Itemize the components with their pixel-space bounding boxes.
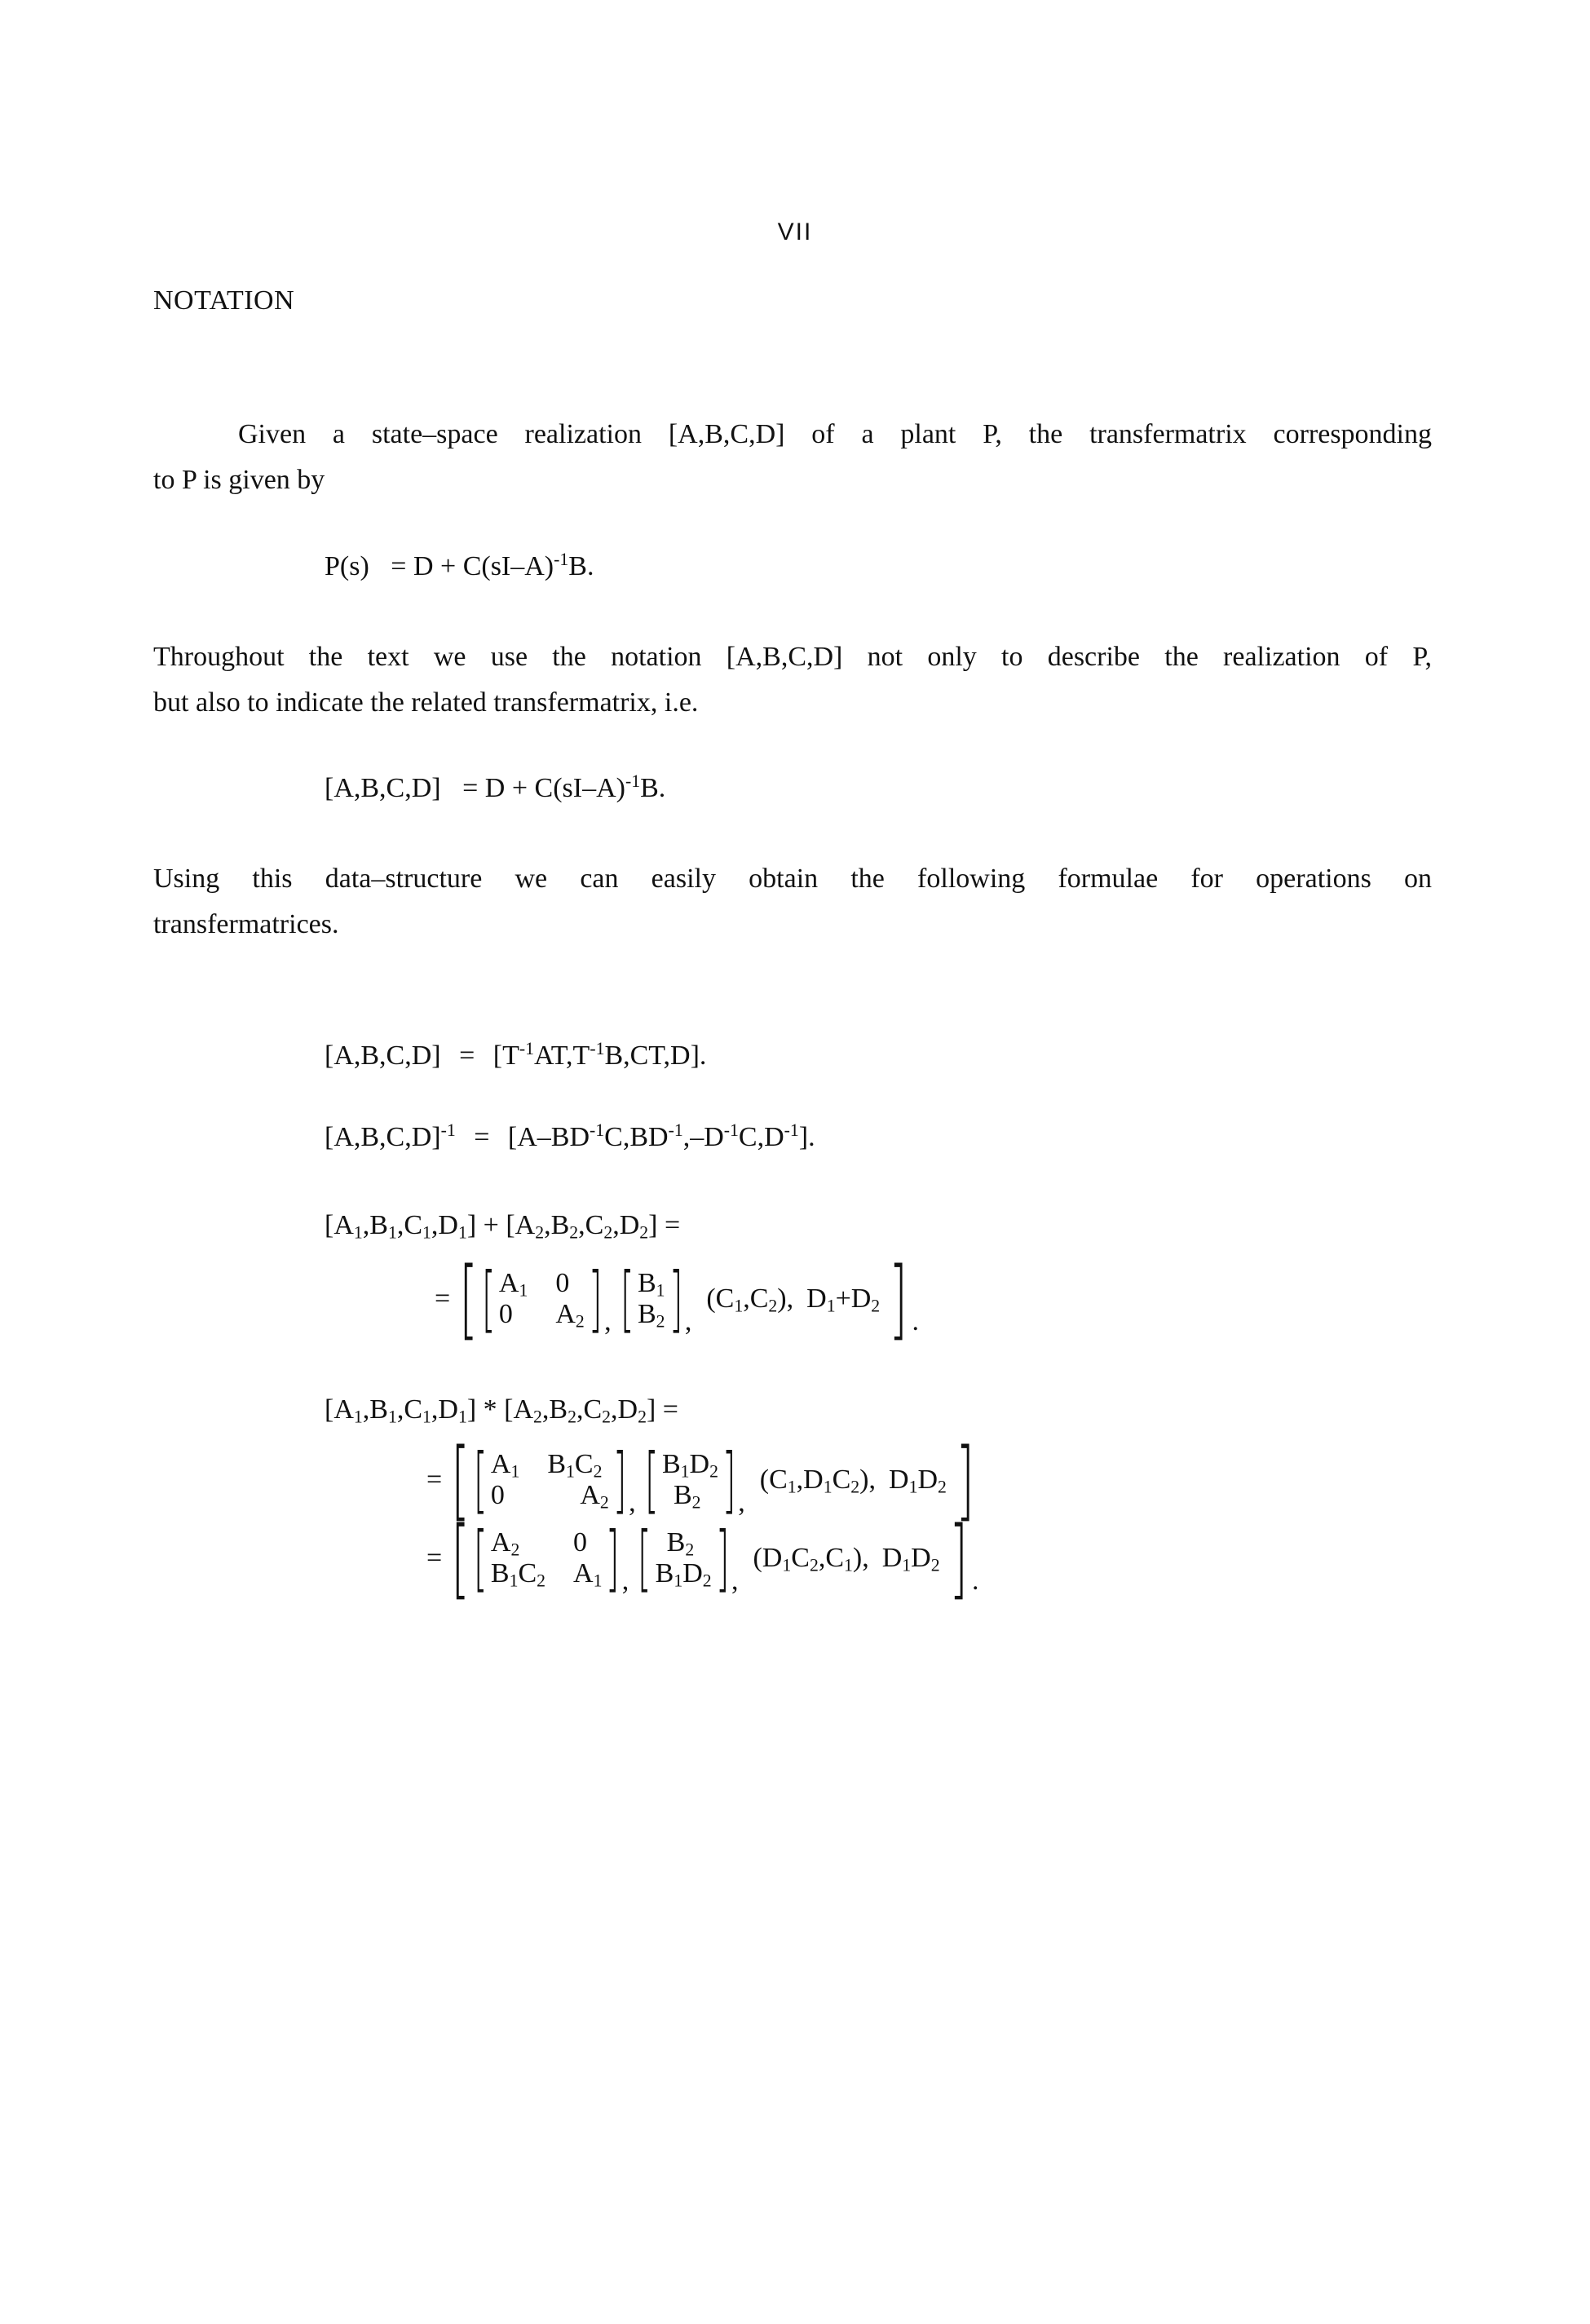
matrix-entry: 0: [490, 1480, 505, 1510]
output-matrix: $(C_1,C_2)$,: [706, 1284, 794, 1316]
formula-part: [T: [492, 1040, 519, 1071]
formula-part: AT,T: [534, 1040, 590, 1071]
formula-sum-lhs: $[A_1,B_1,C_1,D_1] + [A_2,B_2,C_2,D_2]$ =: [325, 1210, 681, 1243]
formula-equals: =: [426, 1543, 443, 1573]
comma: ,: [629, 1487, 636, 1518]
input-matrix: [652, 1527, 715, 1591]
right-bracket-icon: ]: [715, 1516, 730, 1600]
feedthrough-matrix: $D_1D_2$: [881, 1543, 940, 1575]
formula-part: C,D: [738, 1122, 784, 1152]
formula-exponent: -1: [440, 1120, 456, 1141]
equation-tail: B.: [568, 551, 594, 581]
formula-exponent: -1: [723, 1120, 739, 1141]
paragraph-1: [153, 412, 1432, 503]
equation-rhs: = D + C(sI–A): [462, 773, 625, 803]
right-bracket-icon: ]: [722, 1438, 736, 1522]
matrix-entry: $B_1D_2$: [661, 1449, 718, 1482]
formula-equals: =: [426, 1465, 443, 1495]
section-heading: NOTATION: [153, 285, 295, 316]
formula-part: [A–BD: [507, 1122, 590, 1152]
matrix-entry: $A_1$: [573, 1558, 603, 1591]
matrix-entry: $B_1D_2$: [655, 1558, 712, 1591]
left-bracket-icon: [: [451, 1508, 470, 1608]
input-matrix: [634, 1268, 669, 1332]
matrix-entry: $A_2$: [490, 1527, 520, 1560]
equation-rhs: = D + C(sI–A): [391, 551, 554, 581]
output-matrix: $(C_1,D_1C_2)$,: [759, 1465, 876, 1497]
right-bracket-icon: ]: [612, 1438, 627, 1522]
comma: ,: [621, 1566, 629, 1596]
comma: ,: [731, 1566, 739, 1596]
comma: ,: [604, 1306, 612, 1337]
formula-lhs: [A,B,C,D]: [325, 1122, 441, 1152]
matrix-entry: $B_2$: [673, 1480, 701, 1513]
period: .: [971, 1566, 979, 1596]
equation-lhs: P(s): [325, 551, 369, 581]
left-bracket-icon: [: [451, 1429, 470, 1530]
equation-lhs: [A,B,C,D]: [325, 773, 441, 803]
matrix-entry: $B_1C_2$: [490, 1558, 546, 1591]
left-bracket-icon: [: [637, 1516, 652, 1600]
equation-exponent: -1: [625, 771, 641, 792]
feedthrough-matrix: $D_1+D_2$: [806, 1284, 881, 1316]
right-bracket-icon: ]: [606, 1516, 621, 1600]
matrix-entry: $B_2$: [666, 1527, 695, 1560]
formula-inverse: [325, 1122, 815, 1153]
equation-exponent: -1: [554, 550, 569, 570]
formula-product-lhs: $[A_1,B_1,C_1,D_1] * [A_2,B_2,C_2,D_2]$ =: [325, 1394, 678, 1427]
matrix-entry: $A_2$: [580, 1480, 609, 1513]
right-bracket-icon: ]: [889, 1248, 908, 1349]
left-bracket-icon: [: [459, 1248, 479, 1349]
left-bracket-icon: [: [481, 1257, 496, 1341]
comma: ,: [684, 1306, 692, 1337]
formula-product-rhs-1: [420, 1429, 977, 1530]
formula-part: B,CT,D].: [604, 1040, 707, 1071]
equation-tail: B.: [640, 773, 666, 803]
formula-equals: =: [435, 1284, 451, 1314]
formula-exponent: -1: [784, 1120, 799, 1141]
left-bracket-icon: [: [644, 1438, 659, 1522]
paragraph-2-line-1: Throughout the text we use the notation [A,B,C,D] not only to describe the realization of P,: [153, 642, 1432, 672]
right-bracket-icon: ]: [669, 1257, 683, 1341]
matrix-entry: $A_2$: [555, 1299, 585, 1332]
paragraph-2-line-2: but also to indicate the related transfermatrix, i.e.: [153, 687, 699, 718]
paragraph-3-line-1: Using this data–structure we can easily obtain the following formulae for operations on: [153, 864, 1432, 894]
paragraph-1-line-2: to P is given by: [153, 465, 325, 495]
comma: ,: [738, 1487, 745, 1518]
paragraph-1-line-1: Given a state–space realization [A,B,C,D] of a plant P, the transfermatrix corresponding: [238, 419, 1432, 449]
equation-notation: [325, 773, 665, 804]
right-bracket-icon: ]: [956, 1429, 974, 1530]
matrix-entry: 0: [555, 1268, 570, 1298]
formula-part: ].: [798, 1122, 815, 1152]
formula-equals: =: [474, 1122, 490, 1152]
period: .: [912, 1306, 920, 1337]
formula-exponent: -1: [668, 1120, 683, 1141]
paragraph-3-line-2: transfermatrices.: [153, 909, 339, 939]
right-bracket-icon: ]: [948, 1508, 968, 1608]
formula-part: ,–D: [682, 1122, 724, 1152]
matrix-entry: 0: [573, 1527, 588, 1557]
output-matrix: $(D_1C_2,C_1)$,: [753, 1543, 869, 1575]
matrix-entry: $A_1$: [490, 1449, 520, 1482]
paragraph-3: [153, 856, 1432, 948]
equation-transfer-function: [325, 551, 594, 582]
formula-exponent: -1: [590, 1120, 605, 1141]
formula-product-rhs-2: [420, 1508, 987, 1608]
formula-part: C,BD: [604, 1122, 669, 1152]
right-bracket-icon: ]: [588, 1257, 603, 1341]
state-matrix: [488, 1527, 606, 1591]
matrix-entry: $A_1$: [498, 1268, 528, 1301]
formula-sum-rhs: [428, 1248, 927, 1349]
formula-exponent: -1: [519, 1039, 535, 1059]
left-bracket-icon: [: [473, 1438, 488, 1522]
state-matrix: [488, 1449, 612, 1513]
matrix-entry: $B_1C_2$: [547, 1449, 603, 1482]
page-number: VII: [777, 219, 813, 245]
formula-lhs: [A,B,C,D]: [325, 1040, 441, 1071]
matrix-entry: 0: [498, 1299, 513, 1329]
left-bracket-icon: [: [473, 1516, 488, 1600]
formula-exponent: -1: [590, 1039, 605, 1059]
matrix-entry: $B_1$: [637, 1268, 665, 1301]
state-matrix: [496, 1268, 588, 1332]
paragraph-2: [153, 634, 1432, 726]
feedthrough-matrix: $D_1D_2$: [889, 1465, 947, 1497]
left-bracket-icon: [: [620, 1257, 634, 1341]
formula-equals: =: [459, 1040, 475, 1071]
input-matrix: [659, 1449, 722, 1513]
matrix-entry: $B_2$: [637, 1299, 665, 1332]
formula-similarity-transform: [325, 1040, 706, 1071]
